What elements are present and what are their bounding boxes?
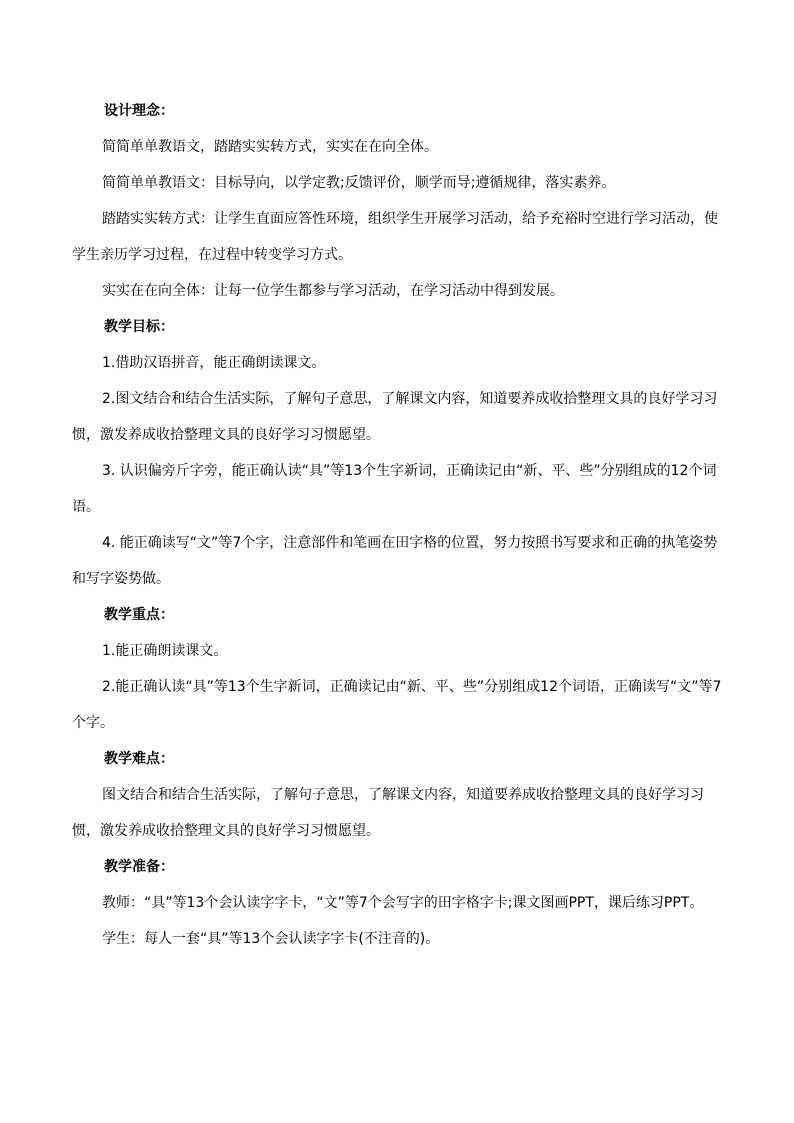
paragraph: 2.能正确认读“具”等13个生字新词，正确读记由“新、平、些”分别组成12个词语，正确读写“文”等7个字。 [72,679,722,731]
section-heading-teaching-goals: 教学目标： [104,319,174,335]
section-heading-design-concept: 设计理念： [104,103,174,119]
paragraph: 3. 认识偏旁斤字旁，能正确认读“具”等13个生字新词，正确读记由“新、平、些”分别组成的12个词语。 [72,463,717,515]
section-heading-teaching-difficulty: 教学难点： [104,751,174,767]
section-heading-teaching-preparation: 教学准备： [104,859,174,875]
paragraph: 教师：“具”等13个会认读字字卡，“文”等7个会写字的田字格字卡;课文图画PPT，课后练习PPT。 [102,895,704,911]
paragraph: 4. 能正确读写“文”等7个字，注意部件和笔画在田字格的位置，努力按照书写要求和正确的执笔姿势和写字姿势做。 [72,535,718,587]
paragraph: 学生：每人一套“具”等13个会认读字字卡(不注音的)。 [102,931,440,947]
paragraph: 简简单单教语文：目标导向，以学定教;反馈评价，顺学而导;遵循规律，落实素养。 [102,175,616,191]
paragraph: 简简单单教语文，踏踏实实转方式，实实在在向全体。 [102,139,438,155]
paragraph: 实实在在向全体：让每一位学生都参与学习活动，在学习活动中得到发展。 [102,283,564,299]
paragraph: 踏踏实实转方式：让学生直面应答性环境，组织学生开展学习活动，给予充裕时空进行学习活动，使学生亲历学习过程，在过程中转变学习方式。 [72,211,718,263]
paragraph: 1.能正确朗读课文。 [102,643,228,659]
paragraph: 2.图文结合和结合生活实际，了解句子意思，了解课文内容，知道要养成收拾整理文具的良好学习习惯，激发养成收拾整理文具的良好学习习惯愿望。 [72,391,718,443]
paragraph: 图文结合和结合生活实际，了解句子意思，了解课文内容，知道要养成收拾整理文具的良好学习习惯，激发养成收拾整理文具的良好学习习惯愿望。 [72,787,704,839]
section-heading-teaching-focus: 教学重点： [104,607,174,623]
paragraph: 1.借助汉语拼音，能正确朗读课文。 [102,355,326,371]
